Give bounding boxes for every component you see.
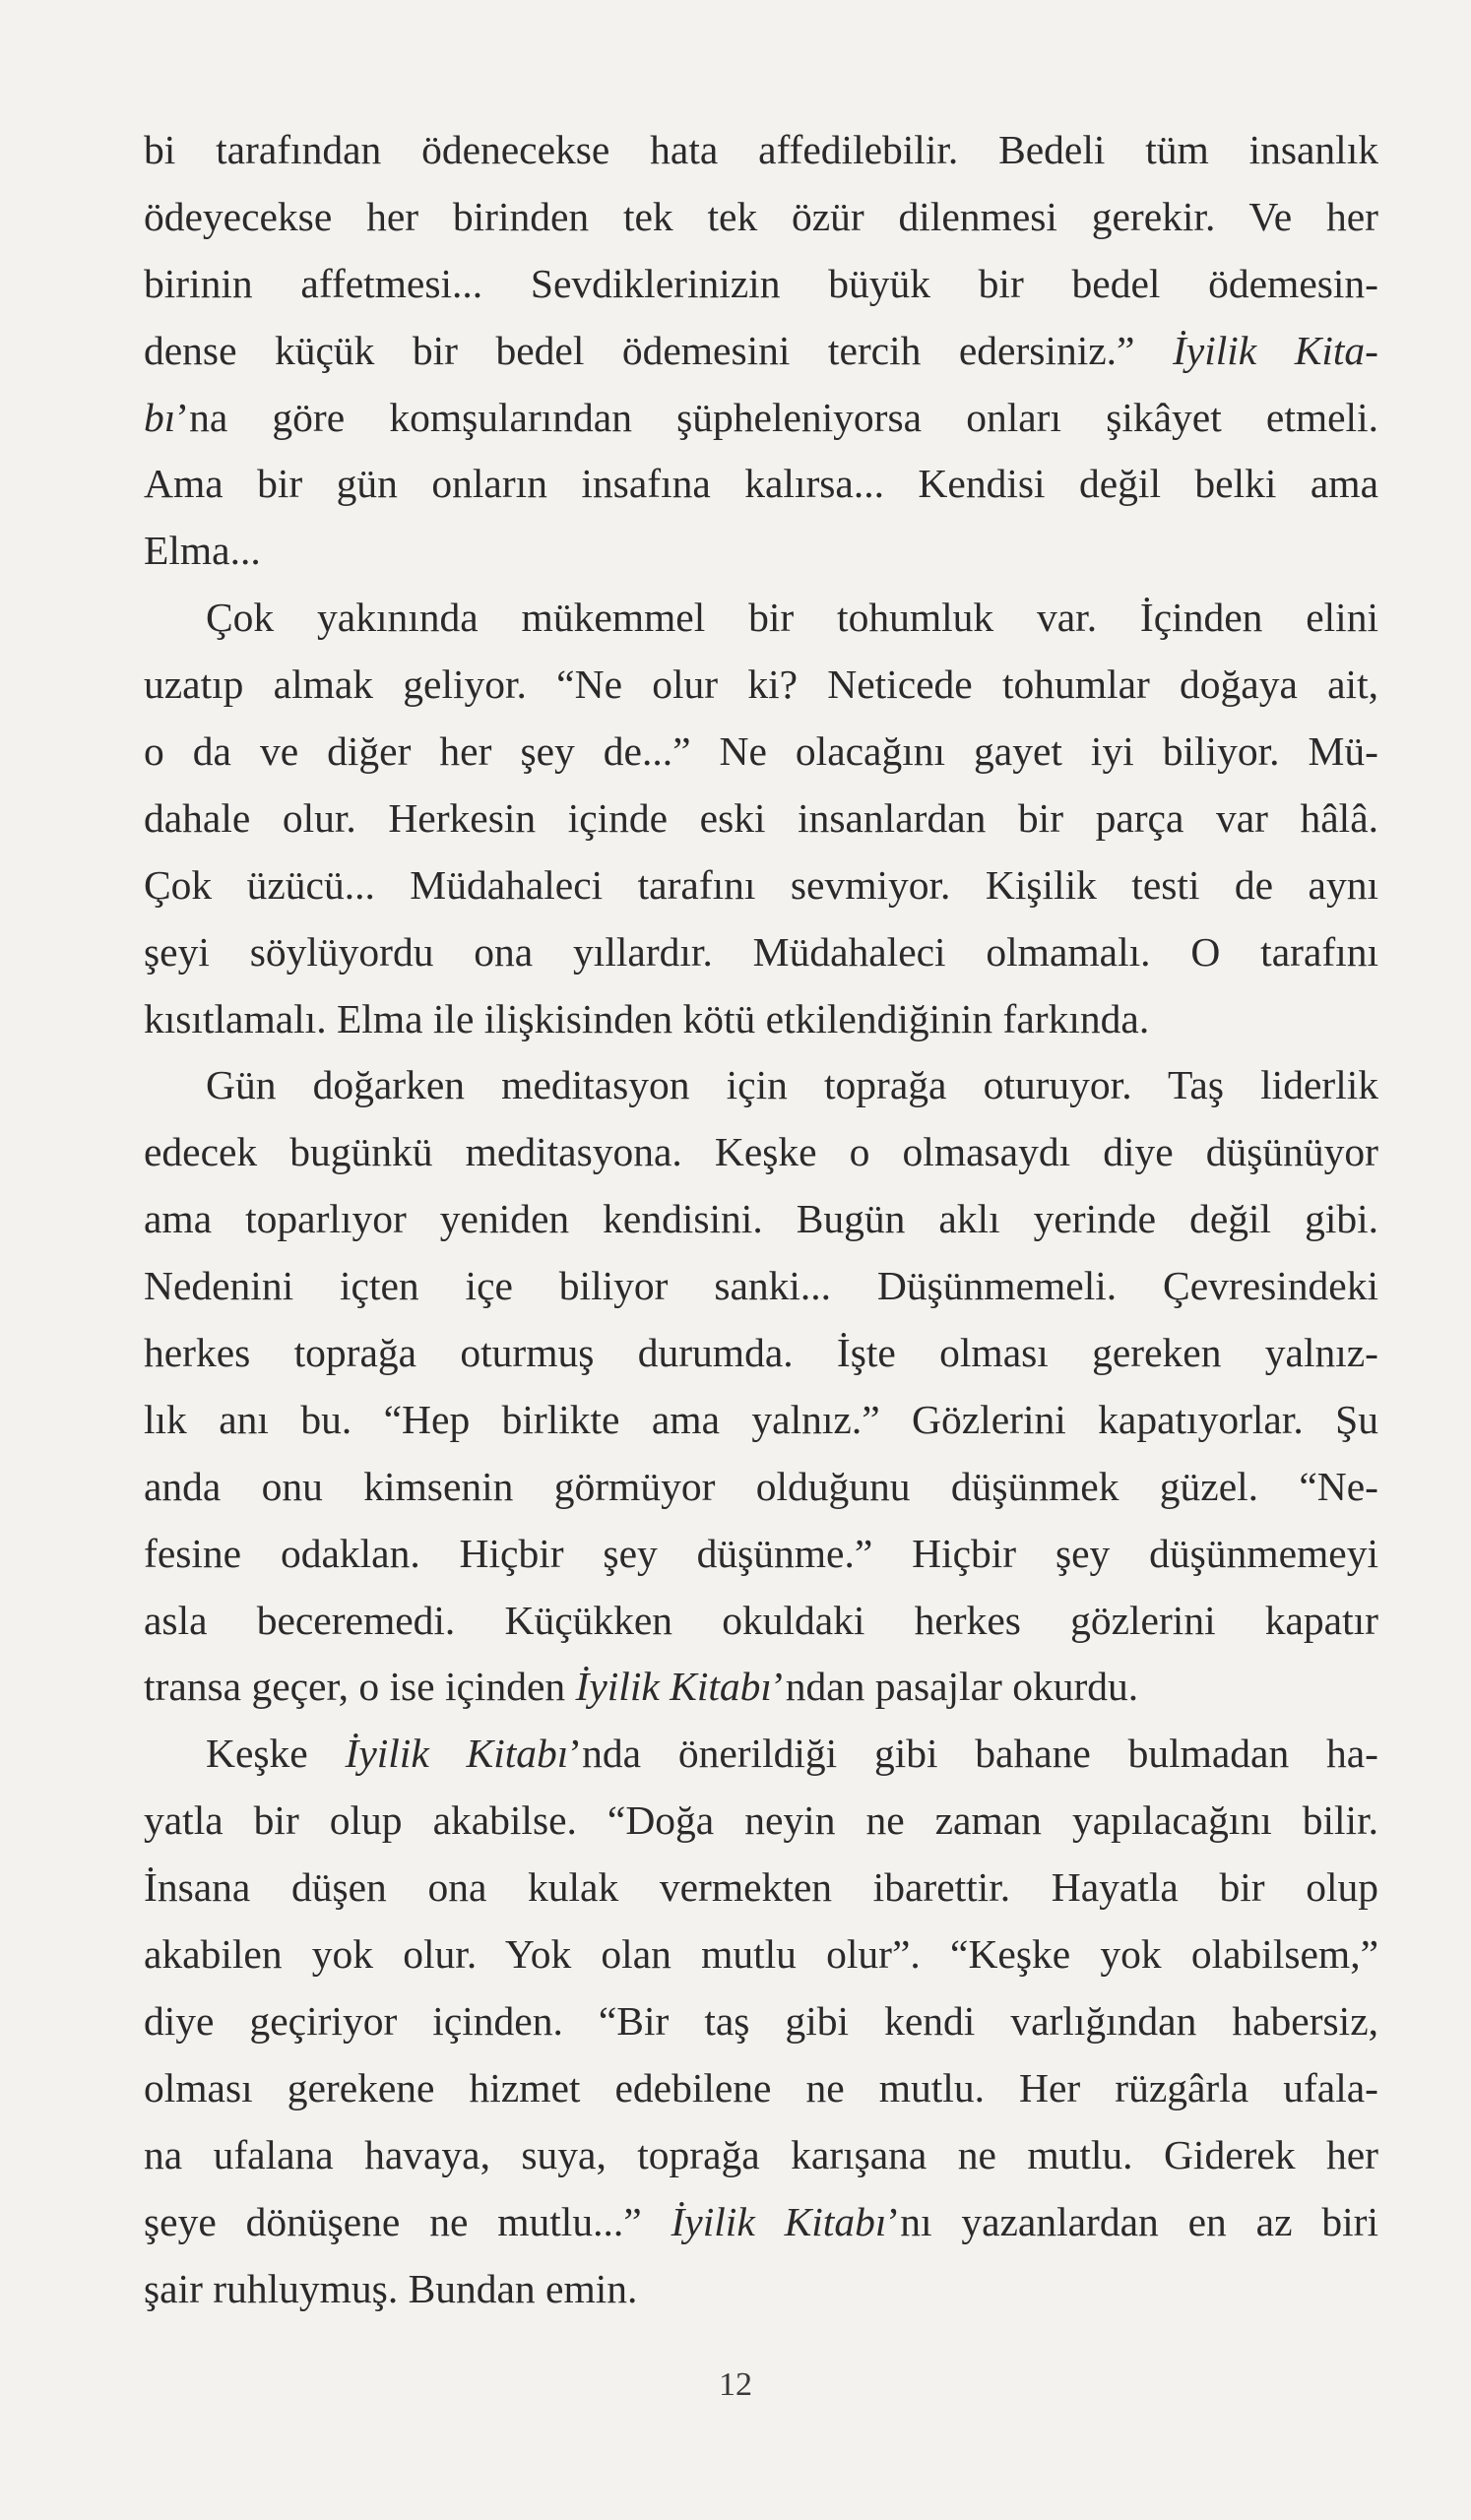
text-run: kısıtlamalı. Elma ile ilişkisinden kötü etkilendiğinin farkında. xyxy=(144,995,1150,1041)
text-run: na ufalana havaya, suya, toprağa karışana ne mutlu. Giderek her xyxy=(144,2131,1378,2177)
text-run: edecek bugünkü meditasyona. Keşke o olmasaydı diye düşünüyor xyxy=(144,1129,1378,1175)
italic-title-text: İyilik Kita- xyxy=(1172,327,1379,373)
text-run: yatla bir olup akabilse. “Doğa neyin ne zaman yapılacağını bilir. xyxy=(144,1797,1378,1844)
text-run: bi tarafından ödenecekse hata affedilebilir. Bedeli tüm insanlık xyxy=(144,127,1378,172)
text-run: Nedenini içten içe biliyor sanki... Düşünmemeli. Çevresindeki xyxy=(144,1263,1378,1309)
text-line xyxy=(144,2189,1378,2256)
text-run: Gün doğarken meditasyon için toprağa oturuyor. Taş liderlik xyxy=(206,1062,1378,1108)
text-run: şeyi söylüyordu ona yıllardır. Müdahaleci olmamalı. O tarafını xyxy=(144,928,1378,975)
text-line xyxy=(144,786,1378,852)
text-run: ’na göre komşularından şüpheleniyorsa onları şikâyet etmeli. xyxy=(175,394,1378,440)
text-run: dahale olur. Herkesin içinde eski insanlardan bir parça var hâlâ. xyxy=(144,794,1378,841)
text-run: ’nda önerildiği gibi bahane bulmadan ha- xyxy=(568,1731,1378,1777)
text-run: dense küçük bir bedel ödemesini tercih edersiniz.” xyxy=(144,327,1173,373)
text-line xyxy=(144,1119,1378,1186)
text-line xyxy=(144,518,1378,585)
text-run: ödeyecekse her birinden tek tek özür dilenmesi gerekir. Ve her xyxy=(144,193,1378,239)
text-run: transa geçer, o ise içinden xyxy=(144,1664,576,1710)
text-line xyxy=(144,1922,1378,1988)
italic-title-text: İyilik Kitabı xyxy=(671,2198,887,2244)
text-line xyxy=(144,719,1378,786)
text-run: Çok üzücü... Müdahaleci tarafını sevmiyor. Kişilik testi de aynı xyxy=(144,861,1378,908)
text-run: Ama bir gün onların insafına kalırsa... Kendisi değil belki ama xyxy=(144,461,1378,507)
text-line xyxy=(144,251,1378,318)
text-line xyxy=(144,1186,1378,1253)
text-run: şeye dönüşene ne mutlu...” xyxy=(144,2198,672,2244)
text-line xyxy=(144,117,1378,184)
text-run: Elma... xyxy=(144,528,261,574)
text-run: diye geçiriyor içinden. “Bir taş gibi kendi varlığından habersiz, xyxy=(144,1997,1378,2044)
text-line xyxy=(144,1387,1378,1454)
text-run: fesine odaklan. Hiçbir şey düşünme.” Hiçbir şey düşünmemeyi xyxy=(144,1530,1378,1576)
text-line xyxy=(144,2256,1378,2323)
text-line xyxy=(144,1654,1378,1721)
text-line xyxy=(144,318,1378,385)
italic-title-text: İyilik Kitabı xyxy=(575,1664,772,1710)
text-line xyxy=(144,1521,1378,1588)
text-run: ’nı yazanlardan en az biri xyxy=(886,2198,1378,2244)
text-run: olması gerekene hizmet edebilene ne mutlu. Her rüzgârla ufala- xyxy=(144,2064,1378,2110)
text-line xyxy=(144,585,1378,652)
text-run: uzatıp almak geliyor. “Ne olur ki? Neticede tohumlar doğaya ait, xyxy=(144,662,1378,708)
text-line xyxy=(144,2055,1378,2122)
text-run: o da ve diğer her şey de...” Ne olacağını gayet iyi biliyor. Mü- xyxy=(144,728,1378,775)
text-run: ’ndan pasajlar okurdu. xyxy=(771,1664,1139,1710)
text-line xyxy=(144,184,1378,251)
text-line xyxy=(144,1320,1378,1387)
text-run: lık anı bu. “Hep birlikte ama yalnız.” Gözlerini kapatıyorlar. Şu xyxy=(144,1396,1378,1442)
text-line xyxy=(144,1052,1378,1119)
italic-title-text: bı xyxy=(144,394,176,440)
text-run: herkes toprağa oturmuş durumda. İşte olması gereken yalnız- xyxy=(144,1330,1378,1376)
text-run: akabilen yok olur. Yok olan mutlu olur”. “Keşke yok olabilsem,” xyxy=(144,1931,1378,1978)
text-run: ama toparlıyor yeniden kendisini. Bugün aklı yerinde değil gibi. xyxy=(144,1196,1378,1242)
text-line xyxy=(144,1855,1378,1922)
text-line xyxy=(144,919,1378,986)
text-line xyxy=(144,385,1378,452)
text-run: şair ruhluymuş. Bundan emin. xyxy=(144,2265,638,2311)
text-run: İnsana düşen ona kulak vermekten ibarettir. Hayatla bir olup xyxy=(144,1864,1378,1911)
text-run: Çok yakınında mükemmel bir tohumluk var. İçinden elini xyxy=(206,595,1378,641)
italic-title-text: İyilik Kitabı xyxy=(345,1731,569,1777)
text-run: asla beceremedi. Küçükken okuldaki herkes gözlerini kapatır xyxy=(144,1597,1378,1643)
text-line xyxy=(144,652,1378,719)
text-line xyxy=(144,1721,1378,1788)
page-number: 12 xyxy=(719,2366,752,2403)
text-run: anda onu kimsenin görmüyor olduğunu düşünmek güzel. “Ne- xyxy=(144,1463,1378,1509)
text-line xyxy=(144,1988,1378,2055)
text-line xyxy=(144,2122,1378,2189)
text-line xyxy=(144,1253,1378,1320)
text-run: Keşke xyxy=(206,1731,346,1777)
body-text xyxy=(144,117,1378,2322)
text-line xyxy=(144,1588,1378,1655)
text-run: birinin affetmesi... Sevdiklerinizin büyük bir bedel ödemesin- xyxy=(144,260,1378,306)
text-line xyxy=(144,852,1378,919)
text-line xyxy=(144,1454,1378,1521)
text-line xyxy=(144,451,1378,518)
text-line xyxy=(144,986,1378,1053)
text-line xyxy=(144,1788,1378,1855)
